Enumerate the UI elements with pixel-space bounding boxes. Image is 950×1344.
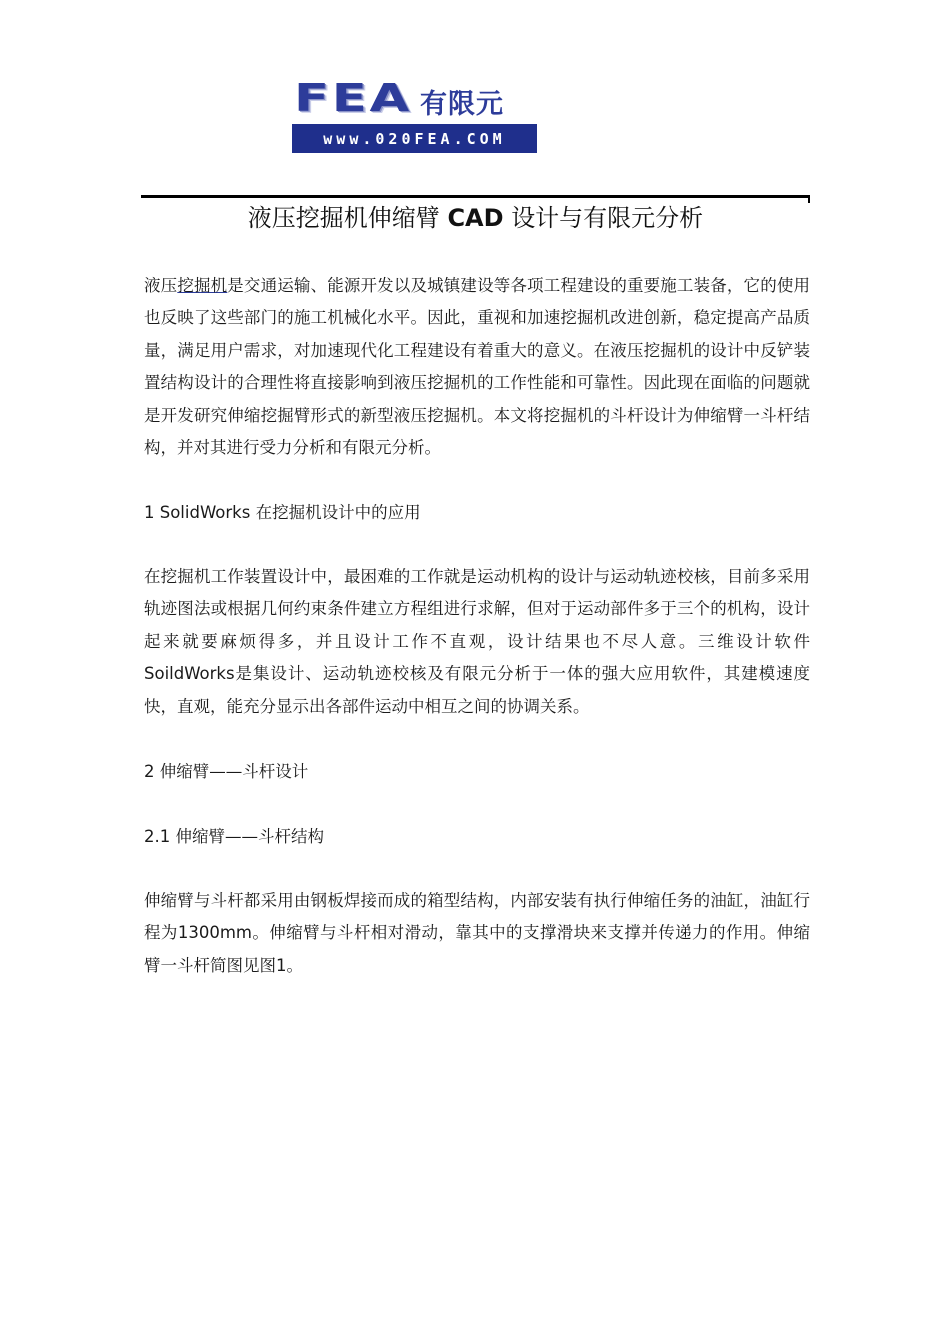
logo-brand-cn: 有限元 (420, 89, 504, 120)
section-1-heading (144, 497, 421, 529)
section-1-title: 在挖掘机设计中的应用 (255, 503, 421, 522)
section-1-software: SoildWorks (144, 664, 235, 684)
intro-paragraph (144, 270, 810, 464)
section-2-1-title: 伸缩臂——斗杆结构 (175, 827, 324, 846)
section-2-1-number: 2.1 (144, 827, 171, 846)
section-1-body-b: 是集设计、运动轨迹校核及有限元分析于一体的强大应用软件，其建模速度快，直观，能充分显示出各部件运动中相互之间的协调关系。 (144, 664, 810, 716)
title-suffix: 设计与有限元分析 (511, 204, 704, 232)
logo-wordmark (292, 72, 537, 124)
figure-number: 1 (276, 955, 287, 975)
section-1-body-a: 在挖掘机工作装置设计中，最困难的工作就是运动机构的设计与运动轨迹校核，目前多采用轨迹图法或根据几何约束条件建立方程组进行求解，但对于运动部件多于三个的机构，设计起来就要麻烦得多，并且设计工作不直观，设计结果也不尽人意。三维设计软件 (144, 567, 810, 651)
section-2-1-body-b: 。伸缩臂与斗杆相对滑动，靠其中的支撑滑块来支撑并传递力的作用。伸缩臂一斗杆简图见图 (144, 923, 811, 975)
section-1-number: 1 SolidWorks (144, 503, 251, 522)
section-2-1-body-a: 伸缩臂与斗杆都采用由钢板焊接而成的箱型结构，内部安装有执行伸缩任务的油缸，油缸行程为 (144, 891, 810, 943)
excavator-link[interactable]: 挖掘机 (177, 276, 228, 295)
section-1-paragraph (144, 561, 810, 723)
section-2-title: 伸缩臂——斗杆设计 (159, 762, 309, 781)
section-2-1-heading (144, 821, 324, 853)
title-prefix: 液压挖掘机伸缩臂 (247, 204, 440, 232)
section-2-heading (144, 756, 308, 788)
document-title (141, 196, 810, 240)
title-cad: CAD (447, 204, 504, 232)
intro-start: 液压 (144, 276, 178, 295)
stroke-length: 1300mm (177, 923, 252, 943)
fea-logo (292, 72, 537, 153)
intro-rest: 是交通运输、能源开发以及城镇建设等各项工程建设的重要施工装备，它的使用也反映了这些部门的施工机械化水平。因此，重视和加速挖掘机改进创新，稳定提高产品质量，满足用户需求，对加速现代化工程建设有着重大的意义。在液压挖掘机的设计中反铲装置结构设计的合理性将直接影响到液压挖掘机的工作性能和可靠性。因此现在面临的问题就是开发研究伸缩挖掘臂形式的新型液压挖掘机。本文将挖掘机的斗杆设计为伸缩臂一斗杆结构，并对其进行受力分析和有限元分析。 (144, 276, 811, 458)
logo-url-bar (292, 124, 537, 153)
section-2-1-paragraph (144, 885, 810, 982)
section-2-1-body-c: 。 (286, 955, 303, 975)
logo-url: www.020FEA.COM (323, 129, 506, 148)
logo-brand: FEA (294, 76, 412, 120)
section-2-number: 2 (144, 762, 155, 781)
